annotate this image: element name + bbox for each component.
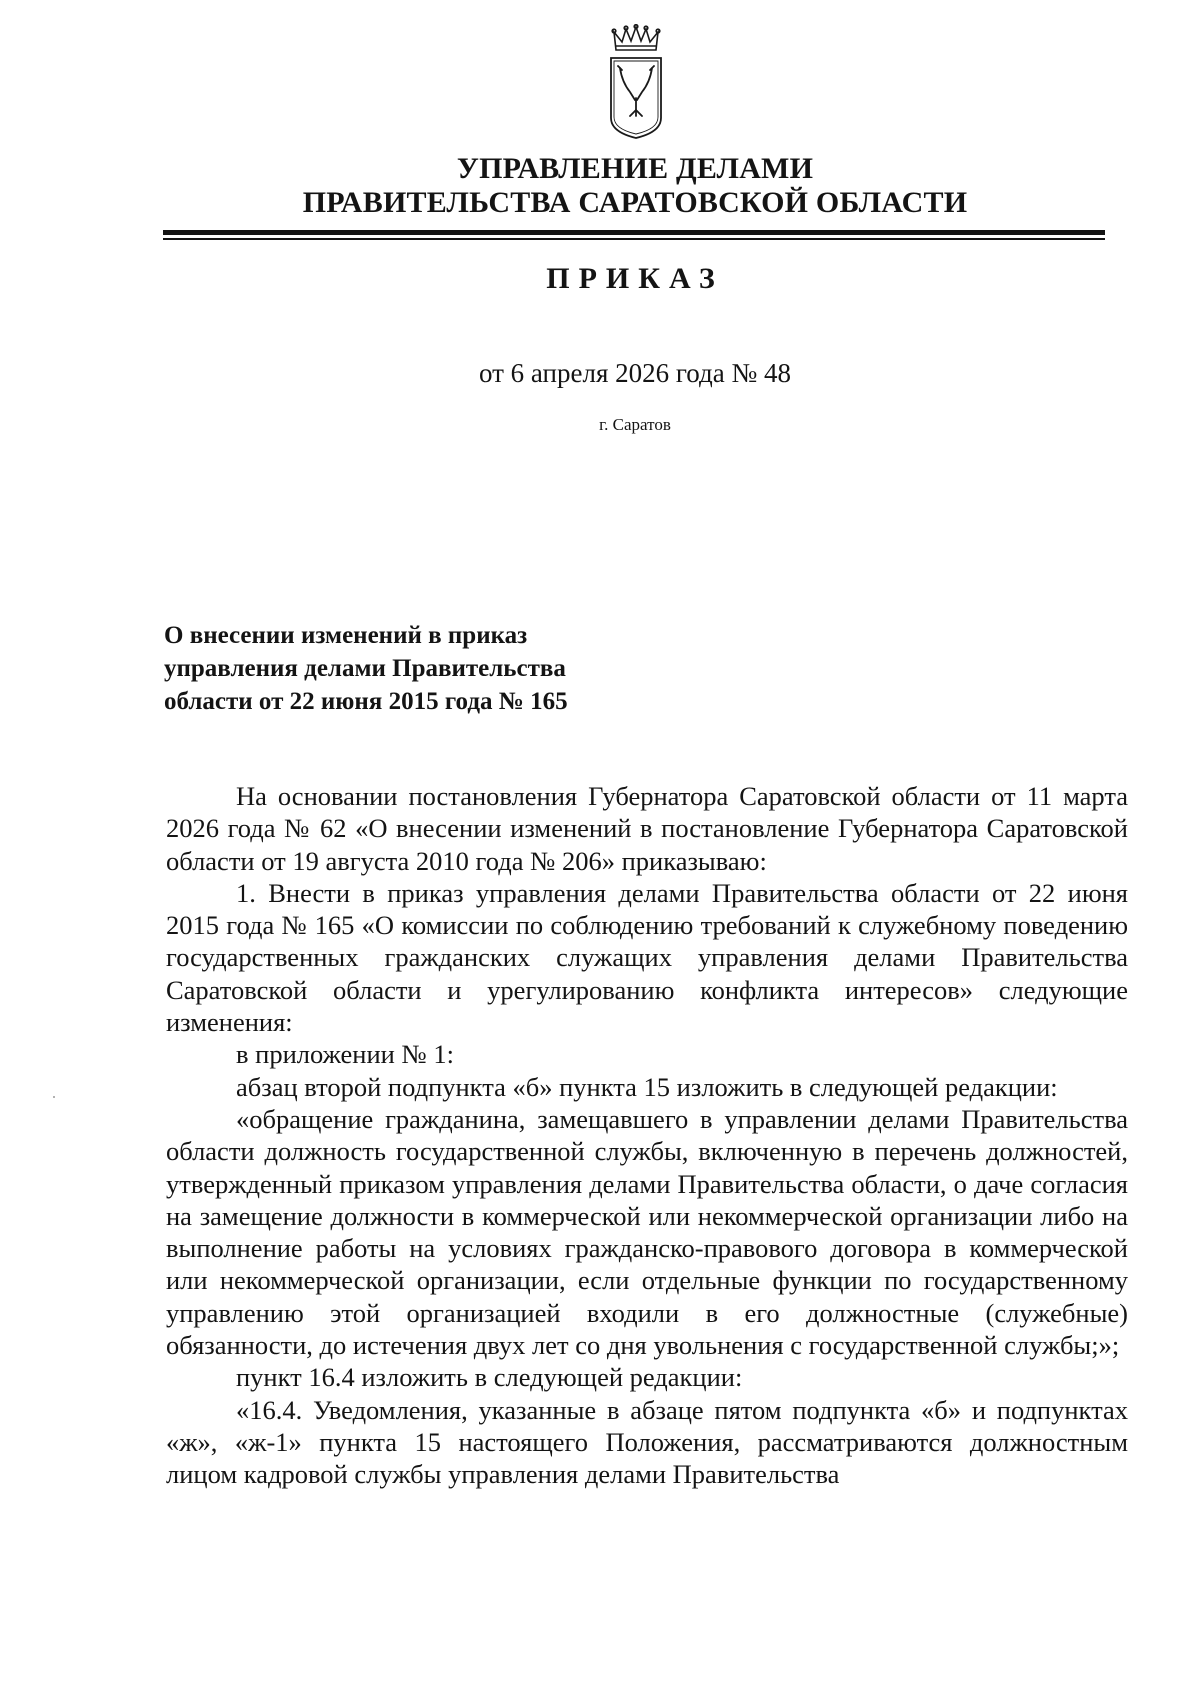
body-paragraph-item-1: 1. Внести в приказ управления делами Правительства области от 22 июня 2015 года № 165 «О комиссии по соблюдению требований к служебному поведению государственных гражданских служащих управления делами Правительства Саратовской области и урегулированию конфликта интересов» следующие изменения: [166,877,1128,1038]
body-paragraph-instruction-16-4: пункт 16.4 изложить в следующей редакции: [236,1362,743,1393]
body-paragraph-quote-16-4: «16.4. Уведомления, указанные в абзаце пятом подпункта «б» и подпунктах «ж», «ж-1» пункта 15 настоящего Положения, рассматриваются должностным лицом кадровой службы управления делами Правительства [166,1394,1128,1490]
body-paragraph-appendix: в приложении № 1: [236,1039,454,1070]
header-divider-thin [163,238,1105,240]
subject-line: управления делами Правительства [164,655,566,682]
body-paragraph-instruction-15b: абзац второй подпункта «б» пункта 15 изложить в следующей редакции: [236,1071,1058,1102]
document-date-number: от 6 апреля 2026 года № 48 [478,358,791,388]
scan-speck [53,1096,55,1098]
subject-line: области от 22 июня 2015 года № 165 [164,688,568,715]
organization-title-line-1: УПРАВЛЕНИЕ ДЕЛАМИ [456,152,814,185]
document-type: ПРИКАЗ [546,262,724,295]
document-body [166,780,1128,1491]
saratov-coat-of-arms-icon [608,24,664,140]
header-divider-thick [163,230,1105,235]
body-paragraph-basis: На основании постановления Губернатора Саратовской области от 11 марта 2026 года № 62 «О внесении изменений в постановление Губернатора Саратовской области от 19 августа 2010 года № 206» приказываю: [166,781,1128,876]
organization-title-line-2: ПРАВИТЕЛЬСТВА САРАТОВСКОЙ ОБЛАСТИ [302,186,968,219]
document-city: г. Саратов [599,415,671,434]
subject-line: О внесении изменений в приказ [164,622,528,649]
body-paragraph-quote-15b: «обращение гражданина, замещавшего в управлении делами Правительства области должность государственной службы, включенную в перечень должностей, утвержденный приказом управления делами Правительства области, о даче согласия на замещение должности в коммерческой или некоммерческой организации либо на выполнение работы на условиях гражданско-правового договора в коммерческой или некоммерческой организации, если отдельные функции по государственному управлению этой организацией входили в его должностные (служебные) обязанности, до истечения двух лет со дня увольнения с государственной службы;»; [166,1103,1128,1361]
document-subject [164,619,724,718]
